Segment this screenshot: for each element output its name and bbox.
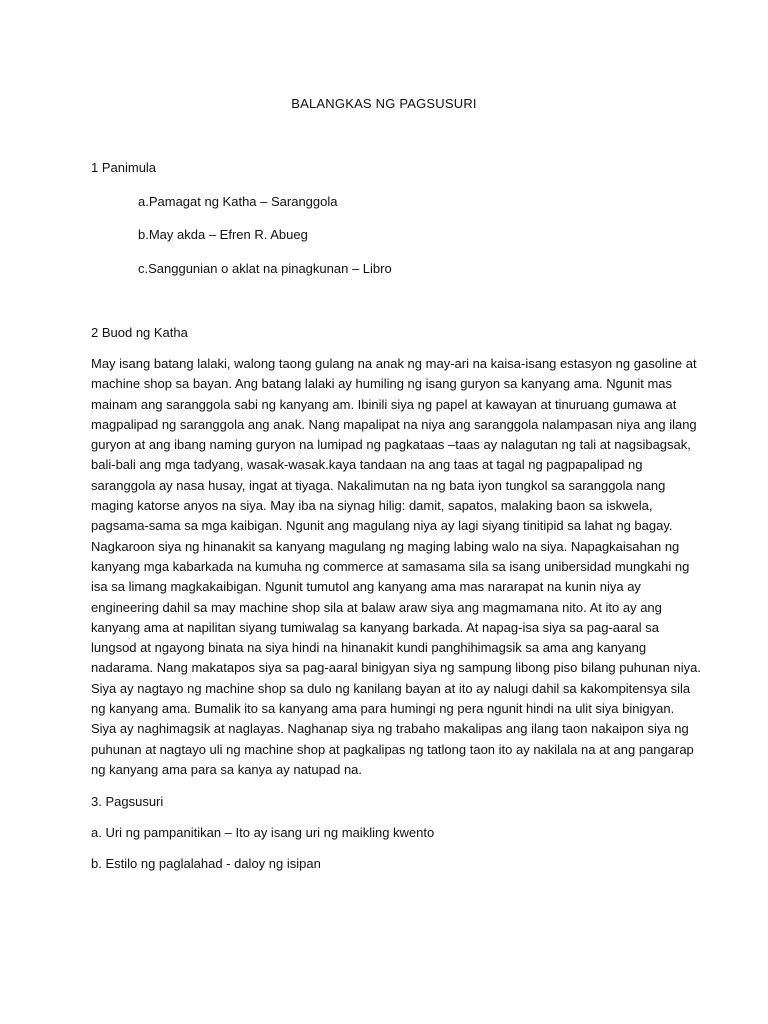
paragraph-line: magpalipad ng saranggola ang anak. Nang mapalipat na niya ang saranggola nalampasan niya ang ilang [91,416,697,432]
section-heading-buod: 2 Buod ng Katha [91,325,188,340]
paragraph-line: nadarama. Nang makatapos siya sa pag-aaral binigyan siya ng sampung libong piso bilang puhunan niya. [91,660,701,676]
paragraph-line: saranggola ay nasa husay, ingat at tiyaga. Nakalimutan na ng bata iyon tungkol sa saranggola nang [91,477,666,493]
panimula-item-may-akda: b.May akda – Efren R. Abueg [138,227,308,242]
paragraph-line: lungsod at ngayong binata na siya hindi na hinanakit kundi panghihimagsik sa ama ang kanyang [91,640,647,656]
paragraph-line: May isang batang lalaki, walong taong gulang na anak ng may-ari na kaisa-isang estasyon ng gasoline at [91,356,697,371]
paragraph-line: kanyang mga kabarkada na kumuha ng commerce at samasama sila sa isang unibersidad mungkahi ng [91,558,690,574]
paragraph-line: ng kanyang ama. Bumalik ito sa kanyang ama para humingi ng pera ngunit hindi na ulit siya binigyan. [91,701,675,717]
section-heading-panimula: 1 Panimula [91,160,157,175]
paragraph-line: isa sa limang magkakaibigan. Ngunit tumutol ang kanyang ama mas nararapat na kunin niya ay [91,579,641,595]
pagsusuri-item-uri: a. Uri ng pampanitikan – Ito ay isang uri ng maikling kwento [91,825,435,840]
paragraph-line: Nagkaroon siya ng hinanakit sa kanyang magulang ng maging labing walo na siya. Napagkaisahan ng [91,538,680,554]
paragraph-line: Siya ay naghimagsik at naglayas. Naghanap siya ng trabaho makalipas ang ilang taon nakaipon siya ng [91,721,689,737]
paragraph-line: ng kanyang ama para sa kanya ay natupad na. [91,761,363,777]
panimula-item-pamagat: a.Pamagat ng Katha – Saranggola [138,194,338,209]
paragraph-line: maging katorse anyos na siya. May iba na siynag hilig: damit, sapatos, malaking baon sa iskwela, [91,498,653,514]
paragraph-line: guryon at ang ibang naming guryon na lumipad ng pagkataas –taas ay nalagutan ng tali at nagsibagsak, [91,437,691,453]
paragraph-line: mainam ang saranggola sabi ng kanyang am. Ibinili siya ng papel at kawayan at tinuruang gumawa at [91,396,677,412]
paragraph-line: kanyang ama at napilitan siyang tumiwalag sa kanyang barkada. At napag-isa siya sa pag-aaral sa [91,619,660,635]
paragraph-line: Siya ay nagtayo ng machine shop sa dulo ng kanilang bayan at ito ay nalugi dahil sa kakompitensya sila [91,680,691,696]
document-title: BALANGKAS NG PAGSUSURI [291,96,477,111]
pagsusuri-item-estilo: b. Estilo ng paglalahad - daloy ng isipan [91,856,321,871]
paragraph-line: engineering dahil sa may machine shop sila at balaw araw siya ang magmamana nito. At ito ay ang [91,599,662,615]
paragraph-line: bali-bali ang mga tadyang, wasak-wasak.kaya tandaan na ang taas at tagal ng pagpapalipad ng [91,457,643,473]
buod-paragraph [91,354,701,780]
paragraph-line: pagsama-sama sa mga kaibigan. Ngunit ang magulang niya ay lagi siyang tinitipid sa lahat ng bagay. [91,518,673,534]
panimula-item-sanggunian: c.Sanggunian o aklat na pinagkunan – Libro [138,261,392,276]
section-heading-pagsusuri: 3. Pagsusuri [91,794,164,809]
paragraph-line: machine shop sa bayan. Ang batang lalaki ay humiling ng isang guryon sa kanyang ama. Ngunit mas [91,376,673,392]
paragraph-line: puhunan at nagtayo uli ng machine shop at pagkalipas ng tatlong taon ito ay nakilala na at ang pangarap [91,741,694,757]
